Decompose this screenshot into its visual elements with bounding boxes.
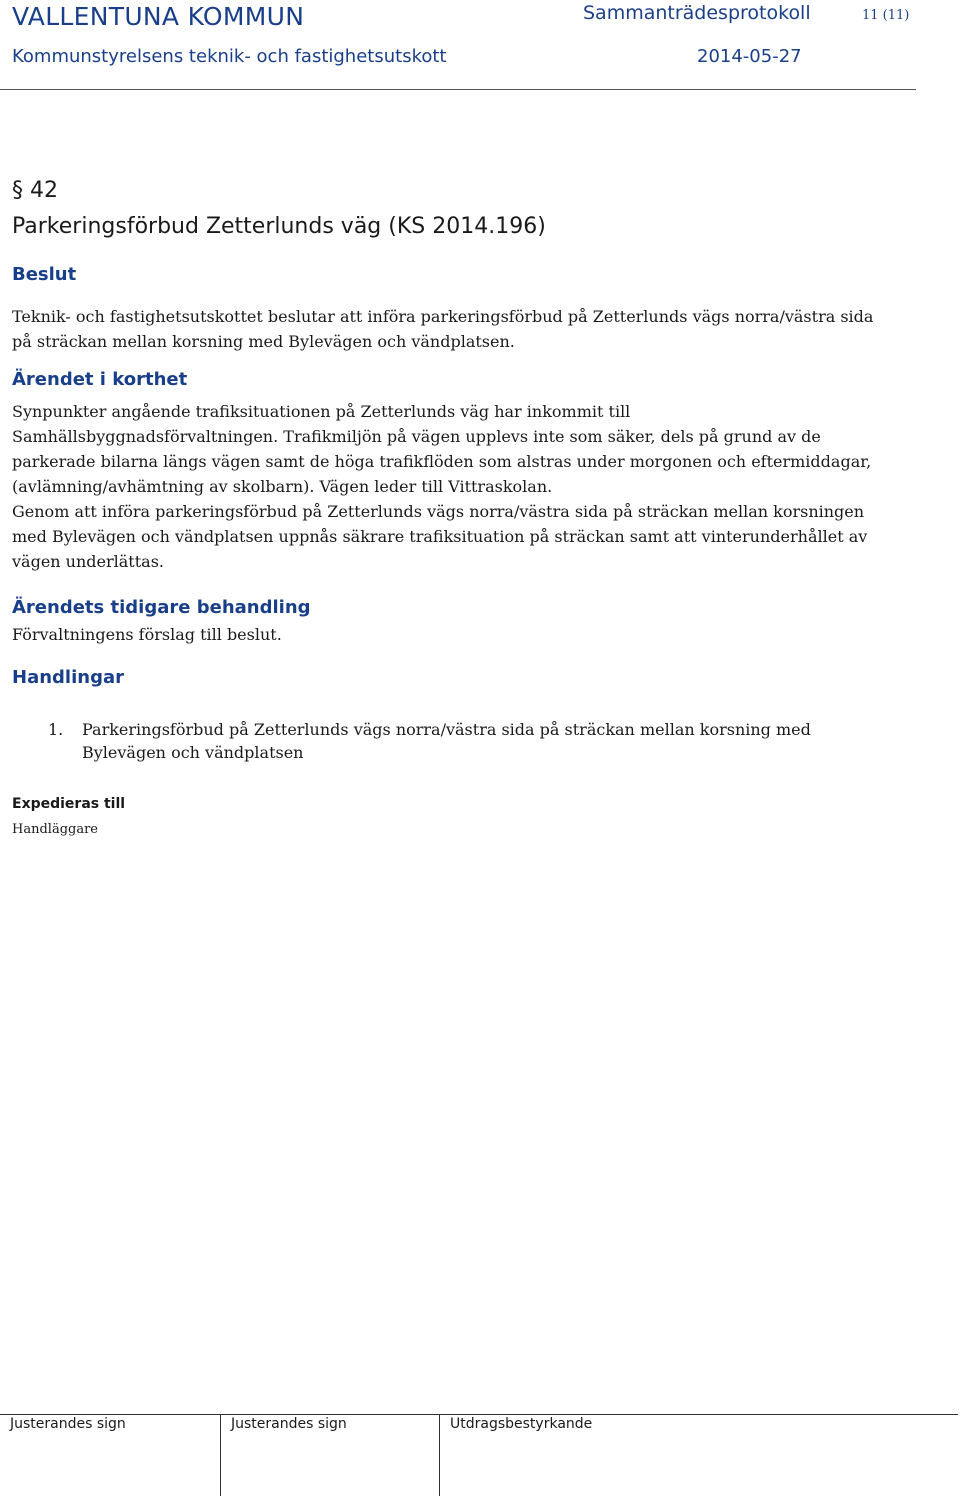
beslut-text: Teknik- och fastighetsutskottet beslutar att införa parkeringsförbud på Zetterlunds vägs norra/västra sida på sträckan mellan korsning med Bylevägen och vändplatsen. — [12, 307, 874, 351]
meeting-date: 2014-05-27 — [697, 46, 802, 67]
heading-handlingar: Handlingar — [12, 667, 124, 688]
footer-sign-label-1: Justerandes sign — [10, 1416, 126, 1432]
heading-expedieras-till: Expedieras till — [12, 796, 126, 812]
organization-name: VALLENTUNA KOMMUN — [12, 2, 305, 31]
paragraph-number: § 42 — [12, 178, 58, 203]
footer-sign-box-1 — [0, 1414, 221, 1496]
header-divider — [0, 89, 916, 90]
expedieras-recipient: Handläggare — [12, 822, 98, 837]
committee-name: Kommunstyrelsens teknik- och fastighetsutskott — [12, 46, 447, 67]
document-type: Sammanträdesprotokoll — [583, 2, 811, 24]
footer-sign-box-2 — [221, 1414, 440, 1496]
footer-sign-label-2: Justerandes sign — [231, 1416, 347, 1432]
arendet-text-2: Genom att införa parkeringsförbud på Zetterlunds vägs norra/västra sida på sträckan mellan korsningen med Bylevägen och vändplatsen uppnås säkrare trafiksituation på sträckan samt att vinterunderhållet av vägen underlättas. — [12, 502, 868, 571]
footer-extract-label: Utdragsbestyrkande — [450, 1416, 593, 1432]
heading-beslut: Beslut — [12, 264, 77, 285]
arendet-text-1: Synpunkter angående trafiksituationen på Zetterlunds väg har inkommit till Samhällsbyggnadsförvaltningen. Trafikmiljön på vägen upplevs inte som säker, dels på grund av de parkerade bilarna längs vägen samt de höga trafikflöden som alstras under morgonen och eftermiddagar, (avlämning/avhämtning av skolbarn). Vägen leder till Vittraskolan. — [12, 402, 872, 496]
list-item-number: 1. — [48, 720, 64, 739]
tidigare-behandling-text: Förvaltningens förslag till beslut. — [12, 625, 282, 644]
list-item-text: Parkeringsförbud på Zetterlunds vägs norra/västra sida på sträckan mellan korsning med Bylevägen och vändplatsen — [82, 720, 811, 762]
paragraph-title: Parkeringsförbud Zetterlunds väg (KS 2014.196) — [12, 214, 546, 239]
footer-extract-box — [440, 1414, 958, 1496]
heading-arendet-i-korthet: Ärendet i korthet — [12, 369, 188, 390]
page-number: 11 (11) — [862, 8, 910, 23]
heading-tidigare-behandling: Ärendets tidigare behandling — [12, 597, 311, 618]
